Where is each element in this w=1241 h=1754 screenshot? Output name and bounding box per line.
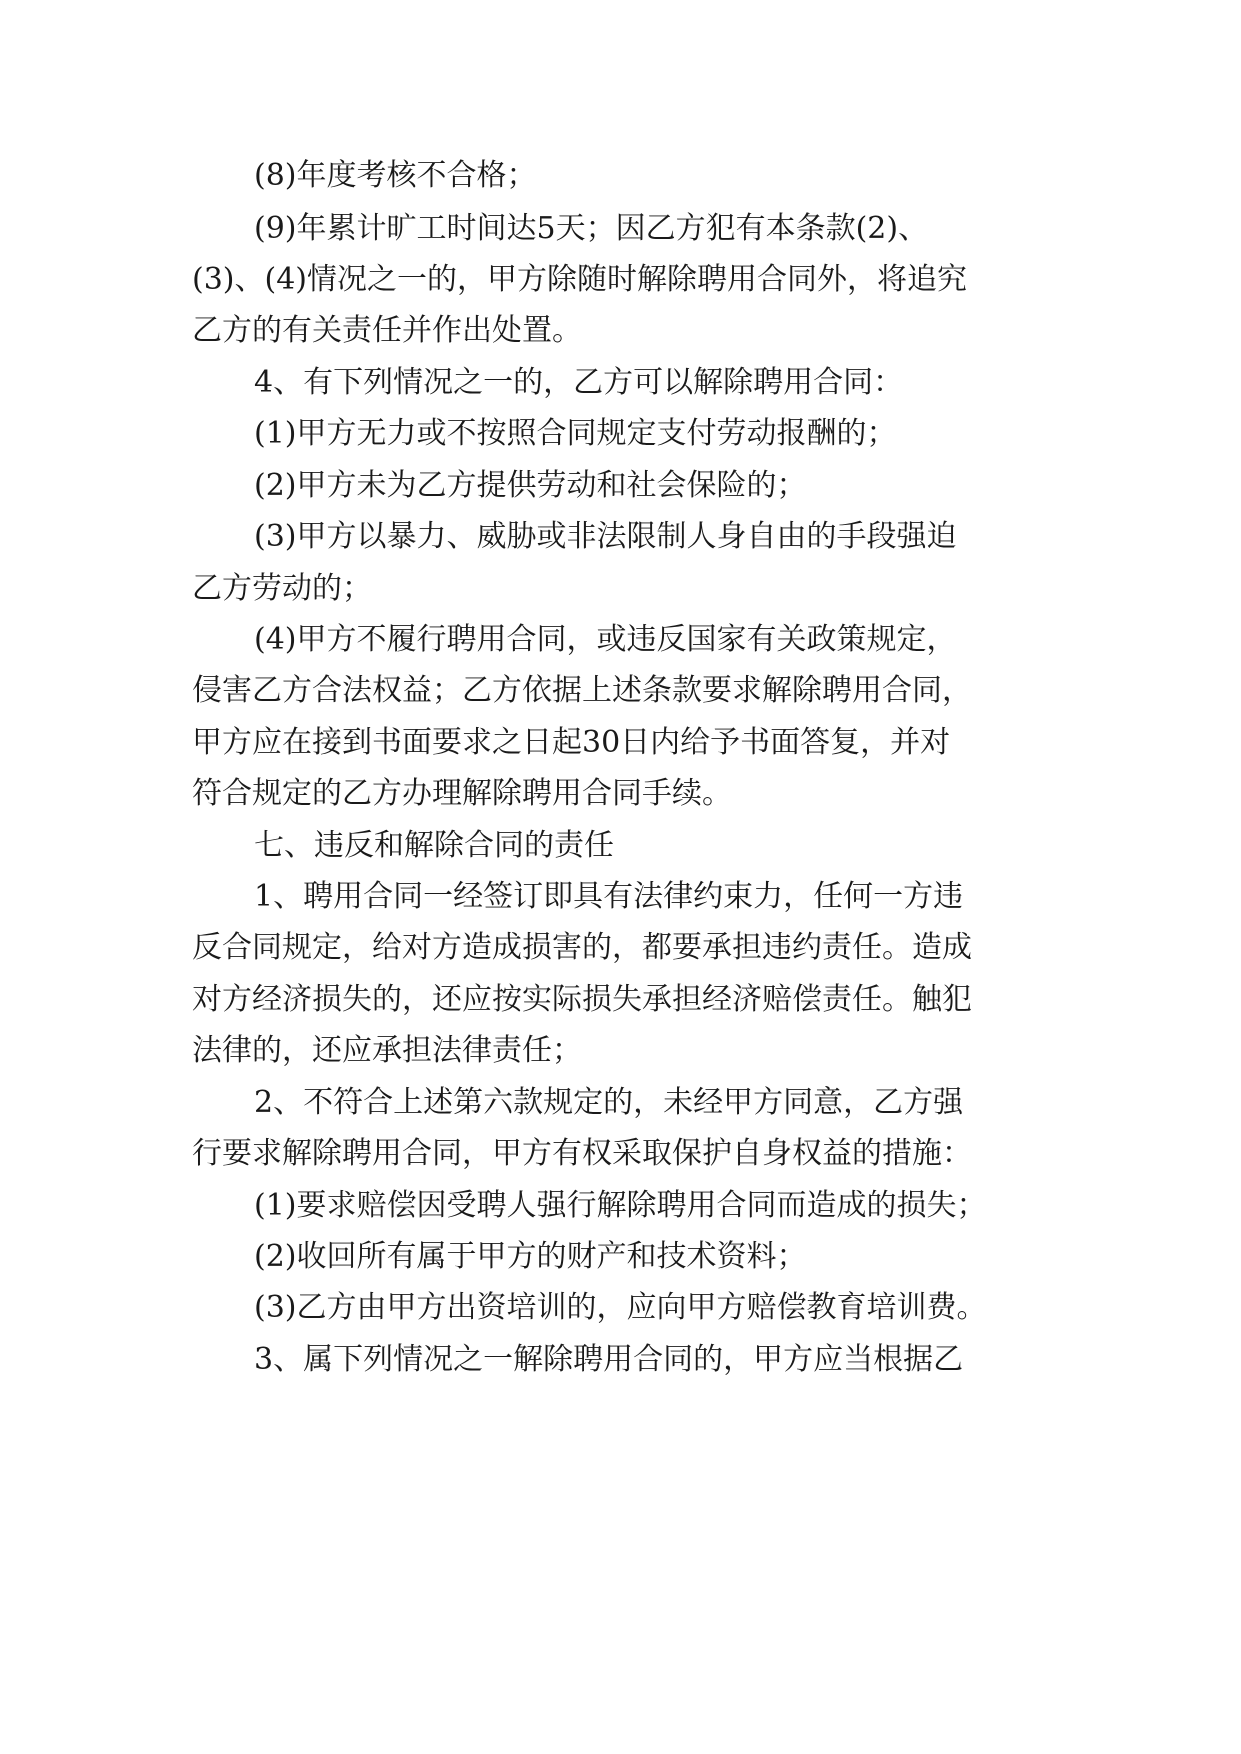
text-line: 乙方的有关责任并作出处置。: [192, 313, 582, 348]
text-line: 甲方应在接到书面要求之日起30日内给予书面答复，并对: [192, 725, 951, 760]
text-line: (3)、(4)情况之一的，甲方除随时解除聘用合同外，将追究: [192, 262, 967, 297]
section-heading: 七、违反和解除合同的责任: [254, 828, 614, 863]
text-line: 3、属下列情况之一解除聘用合同的，甲方应当根据乙: [254, 1342, 964, 1377]
text-line: (9)年累计旷工时间达5天；因乙方犯有本条款(2)、: [254, 211, 929, 246]
text-line: 1、聘用合同一经签订即具有法律约束力，任何一方违: [254, 879, 964, 914]
text-line: 4、有下列情况之一的，乙方可以解除聘用合同：: [254, 365, 904, 400]
text-line: 乙方劳动的；: [192, 571, 372, 606]
text-line: (3)甲方以暴力、威胁或非法限制人身自由的手段强迫: [254, 519, 957, 554]
text-line: 反合同规定，给对方造成损害的，都要承担违约责任。造成: [192, 930, 972, 965]
text-line: (1)要求赔偿因受聘人强行解除聘用合同而造成的损失；: [254, 1188, 987, 1223]
text-line: (3)乙方由甲方出资培训的，应向甲方赔偿教育培训费。: [254, 1290, 987, 1325]
text-line: (4)甲方不履行聘用合同，或违反国家有关政策规定，: [254, 622, 957, 657]
text-line: 2、不符合上述第六款规定的，未经甲方同意，乙方强: [254, 1085, 964, 1120]
text-line: (2)收回所有属于甲方的财产和技术资料；: [254, 1239, 807, 1274]
text-line: 符合规定的乙方办理解除聘用合同手续。: [192, 776, 732, 811]
text-line: 行要求解除聘用合同，甲方有权采取保护自身权益的措施：: [192, 1136, 972, 1171]
text-line: 侵害乙方合法权益；乙方依据上述条款要求解除聘用合同，: [192, 673, 972, 708]
text-line: (8)年度考核不合格；: [254, 158, 537, 193]
text-line: 对方经济损失的，还应按实际损失承担经济赔偿责任。触犯: [192, 982, 972, 1017]
text-line: (2)甲方未为乙方提供劳动和社会保险的；: [254, 468, 807, 503]
text-line: (1)甲方无力或不按照合同规定支付劳动报酬的；: [254, 416, 897, 451]
text-line: 法律的，还应承担法律责任；: [192, 1033, 582, 1068]
